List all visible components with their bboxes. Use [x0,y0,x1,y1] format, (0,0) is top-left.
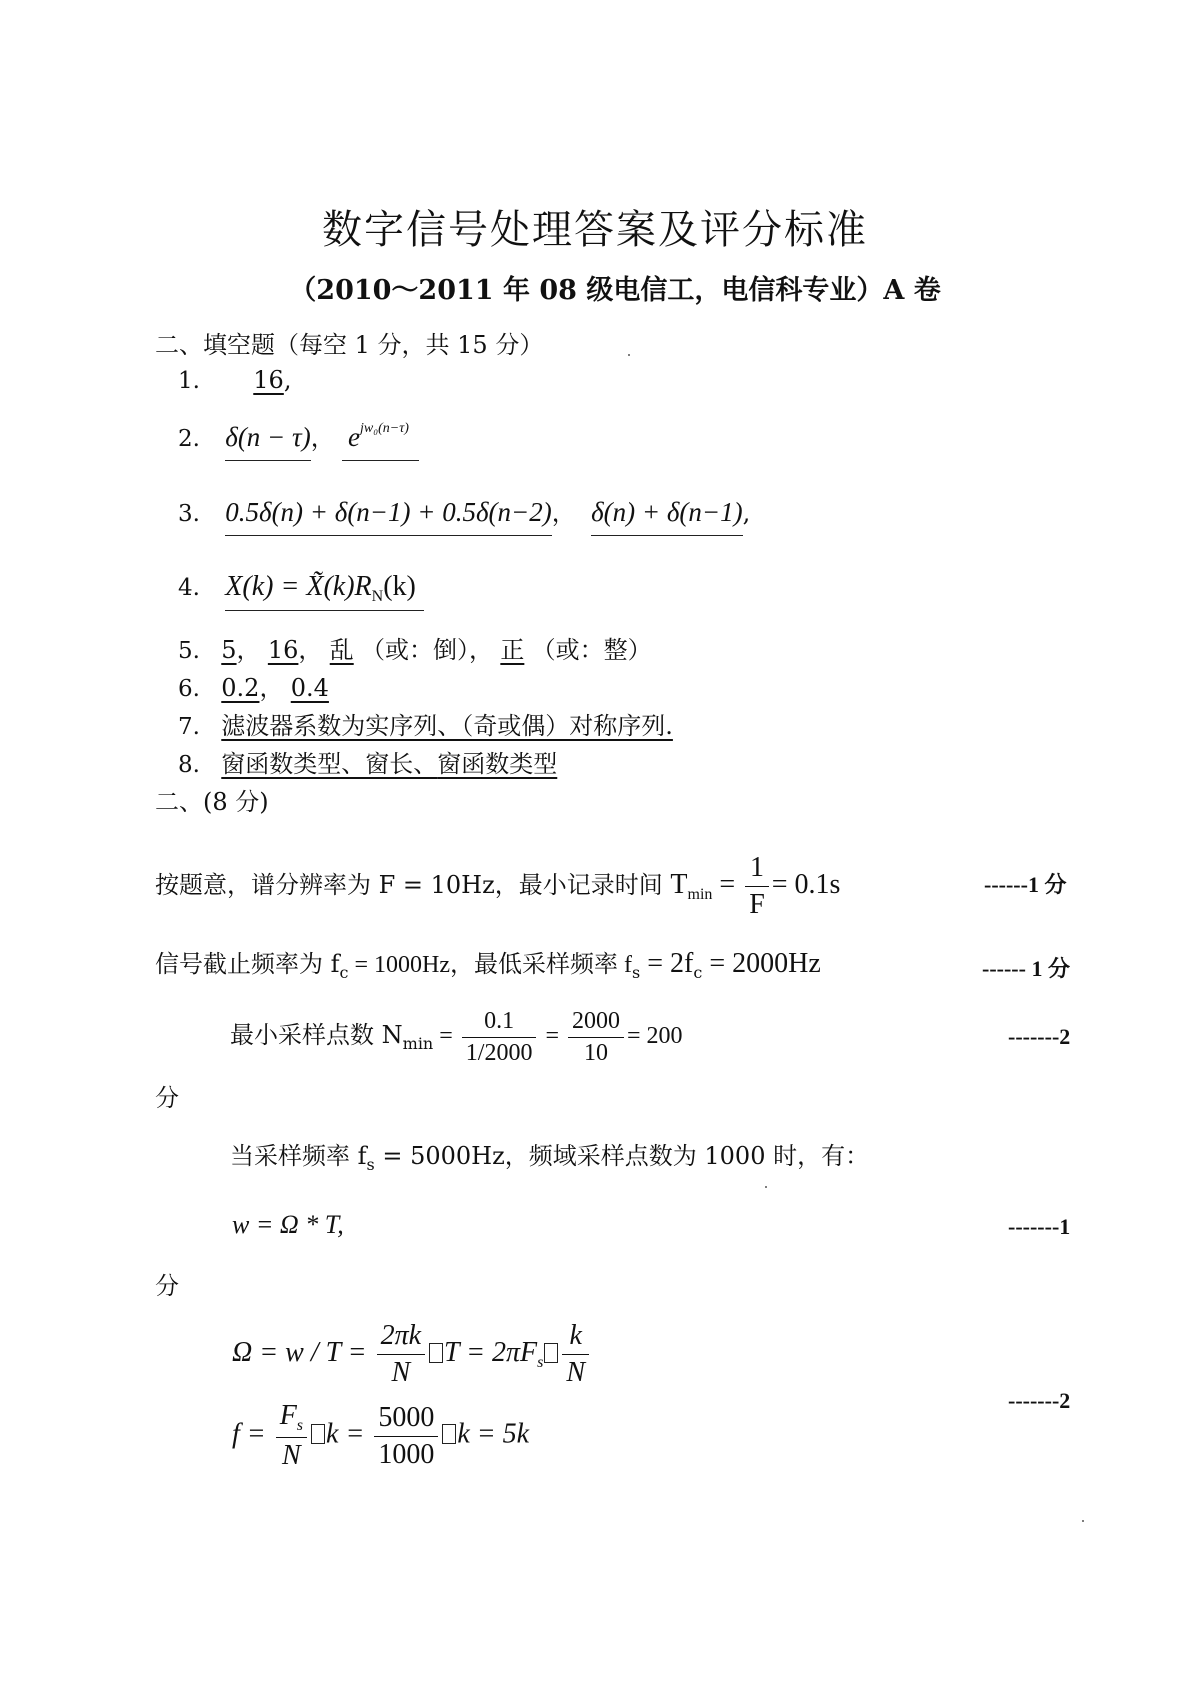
score-mark-5: -------2 [1008,1388,1071,1413]
line1-text: 按题意，谱分辨率为 F = 10Hz，最小记录时间 [155,870,671,899]
document-subtitle: （2010～2011 年 08 级电信工，电信科专业）A 卷 [289,275,941,306]
answer-5b: 16 [267,636,299,664]
answer-7: 滤波器系数为实序列、（奇或偶）对称序列. [221,712,673,740]
scan-speck [1082,1520,1084,1522]
solution-line-3: 最小采样点数 $N_{min}$ = $\frac{0.1}{1/2000}$ = $\frac{2000}{10}$ = 200 [230,1008,683,1066]
answer-5d: 正 [500,636,525,664]
fill-item-2: 2. δ(n − τ)， $e^{jw_0(n-\tau)}$ [178,418,419,453]
answer-4: $X(k) = X̃(k)R_N(k)$ [225,571,424,611]
answer-5d-alt: （或：整） [531,636,652,664]
item-number: 6. [178,676,200,702]
item-number: 4. [178,575,200,601]
fill-item-4 [178,571,424,606]
section-fill-heading: 二、填空题（每空 1 分，共 15 分） [155,331,544,359]
answer-8a: 窗函数类型、窗长、 [221,750,438,778]
solution-line-4: 当采样频率 $f_s = 5000Hz$，频域采样点数为 1000 时，有： [230,1142,870,1174]
fill-item-1: 1. 16, [178,366,292,394]
scan-speck [765,1186,767,1188]
answer-5c: 乱 [329,636,354,664]
answer-5a: 5 [221,636,237,664]
answer-1: 16 [253,366,284,394]
item-number: 3. [178,501,200,527]
score-mark-4-unit: 分 [155,1272,179,1300]
fill-item-3: 3. 0.5δ(n) + δ(n−1) + 0.5δ(n−2)， δ(n) + δ(n−1), [178,493,750,528]
solution-line-6: Ω = w / T = $\frac{2\pi k}{N}$ $T = 2\pi F_s$ $\frac{k}{N}$ [232,1320,592,1389]
item-number: 7. [178,714,200,740]
line1-formula: $T_{min}$ = $\frac{1}{F}$ = 0.1s [670,852,841,920]
score-mark-3: -------2 [1008,1024,1071,1049]
item-number: 2. [178,426,200,452]
solution-line-2: 信号截止频率为 $f_c = 1000Hz$，最低采样频率 $f_s = 2f_c = 2000Hz$ [155,948,821,982]
answer-8b: 窗函数类型 [437,750,558,778]
solution-line-1 [155,852,840,921]
score-mark-3-unit: 分 [155,1084,179,1112]
scan-speck [628,354,630,356]
score-mark-2: ------ 1 分 [982,956,1070,981]
item-number: 5. [178,638,200,664]
fill-item-8 [178,744,557,779]
answer-6a: 0.2 [221,674,260,702]
fill-item-5: 5. 5， 16， 乱 （或：倒）， 正 （或：整） [178,636,652,664]
answer-6b: 0.4 [290,674,329,702]
answer-3a: 0.5δ(n) + δ(n−1) + 0.5δ(n−2) [225,497,551,536]
score-mark-1: ------1 分 [984,872,1067,897]
answer-3b: δ(n) + δ(n−1) [591,497,743,536]
fill-item-7 [178,706,673,741]
fill-item-6: 6. 0.2， 0.4 [178,674,329,702]
score-mark-4: -------1 [1008,1214,1071,1239]
solution-line-5: w = Ω * T, [232,1210,344,1239]
item-number: 1. [178,368,200,394]
solution-line-7: f = $\frac{F_s}{N}$ k = $\frac{5000}{1000}$ k = 5k [232,1400,530,1471]
section-two-heading: 二、(8 分) [155,788,269,816]
answer-2a: δ(n − τ) [225,422,310,461]
document-title: 数字信号处理答案及评分标准 [322,207,868,253]
answer-5c-alt: （或：倒）， [361,636,494,664]
item-number: 8. [178,752,200,778]
answer-2b: $e^{jw_0(n-\tau)}$ [342,422,419,461]
